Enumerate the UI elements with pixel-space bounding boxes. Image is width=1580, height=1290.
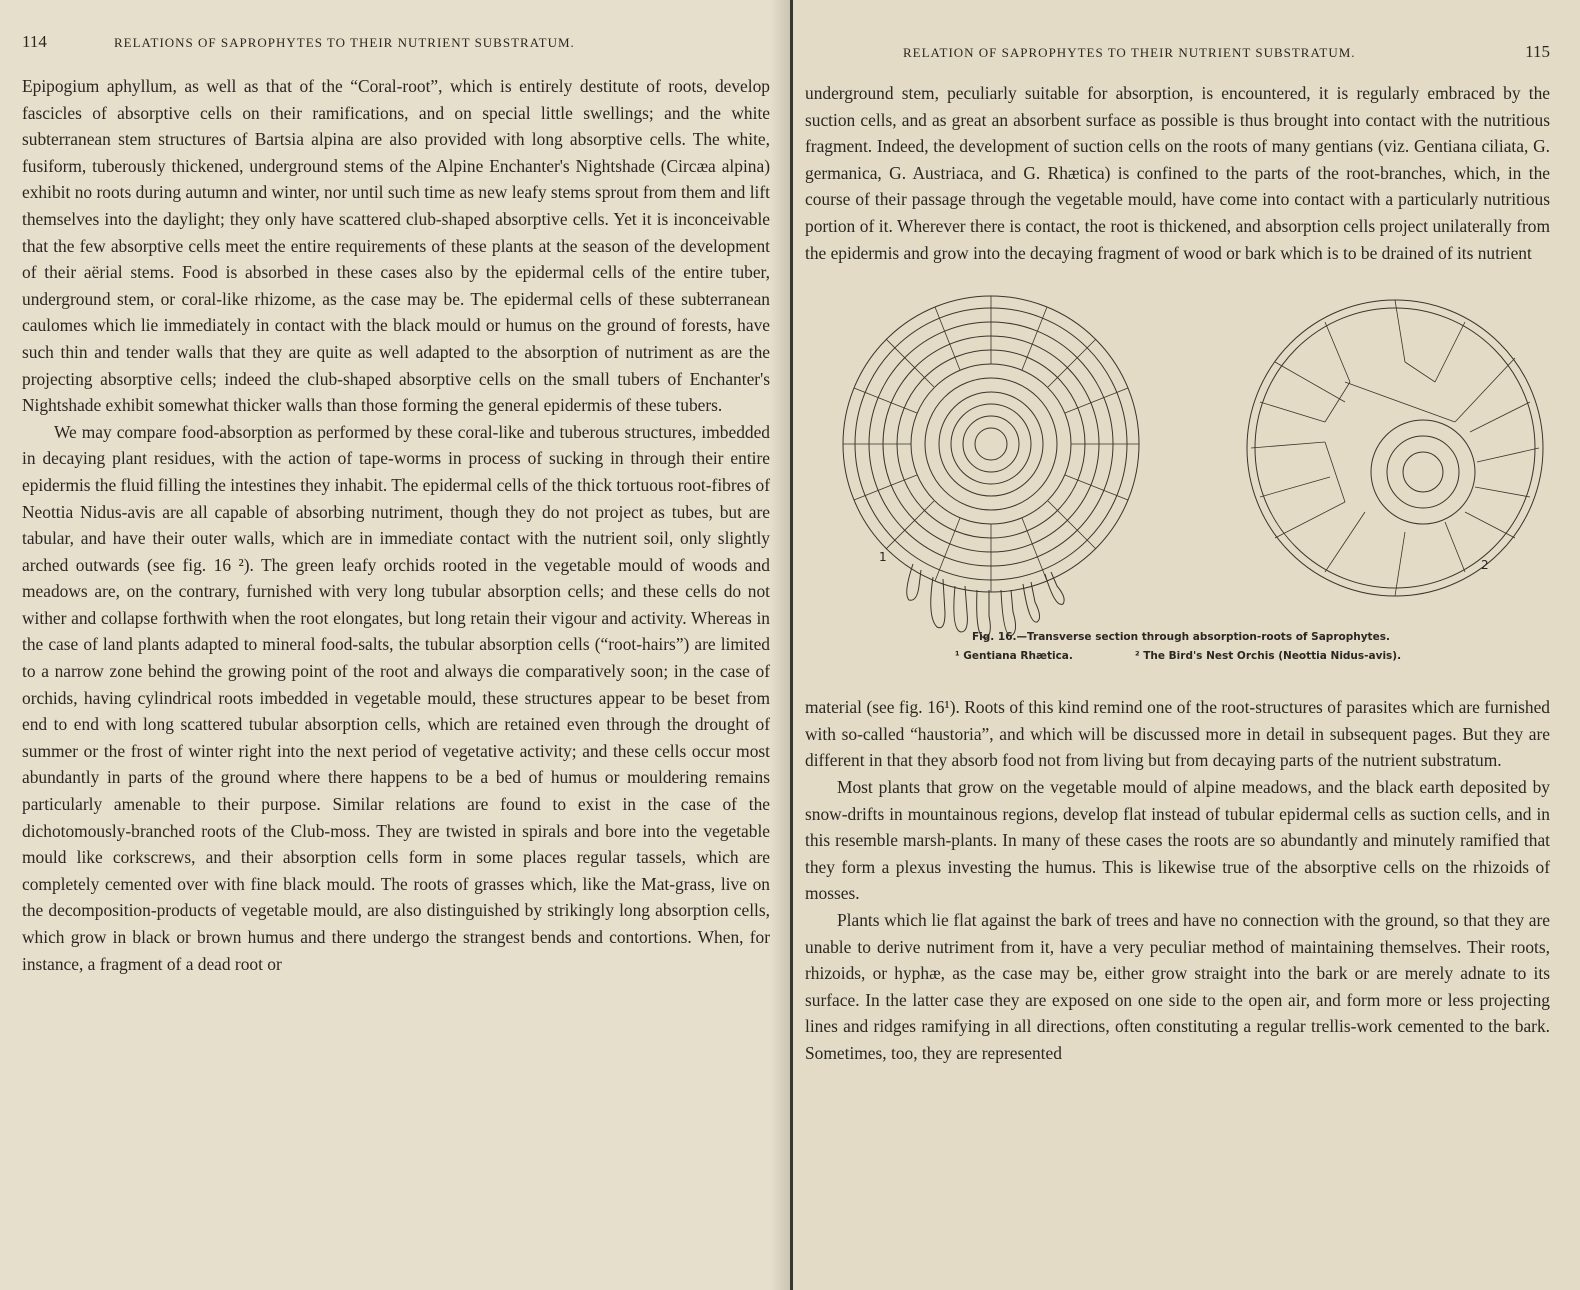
neottia-root-section — [1247, 300, 1543, 596]
left-page-number: 114 — [22, 32, 47, 51]
caption-item-1: ¹ Gentiana Rhætica. — [955, 650, 1073, 663]
caption-item-2: ² The Bird's Nest Orchis (Neottia Nidus-avis). — [1135, 650, 1402, 663]
right-paragraph-3: Plants which lie flat against the bark of trees and have no connection with the ground, so that they are unable to derive nutriment from it, have a very peculiar method of maintaining themselves. Their roots, rhizoids, or hyphæ, as the case may be, either grow straight into the bark or are merely adnate to its surface. In the latter case they are exposed on one side to the open air, and form more or less projecting lines and ridges ramifying in all directions, often constituting a regular trellis-work cemented to the bark. Sometimes, too, they are represented — [805, 909, 1550, 1063]
right-paragraph-2: Most plants that grow on the vegetable mould of alpine meadows, and the black earth deposited by snow-drifts in mountainous regions, develop flat instead of tubular epidermal cells as suction cells, and in this resemble marsh-plants. In many of these cases the roots are so abundantly and minutely ramified that they form a plexus investing the humus. This is likewise true of the absorptive cells on the rhizoids of mosses. — [805, 776, 1550, 904]
left-running-head: RELATIONS OF SAPROPHYTES TO THEIR NUTRIENT SUBSTRATUM. — [114, 35, 575, 50]
figure-label-2: 2 — [1481, 558, 1489, 573]
right-page-body-top — [805, 80, 1550, 266]
gutter-shadow — [770, 0, 790, 1290]
right-page-header — [805, 40, 1550, 70]
figure-illustration — [805, 272, 1565, 692]
figure-16 — [805, 272, 1550, 742]
left-paragraph-1: Epipogium aphyllum, as well as that of the “Coral-root”, which is entirely destitute of roots, develop fascicles of absorptive cells on their ramifications, and on special little swellings; and the white subterranean stem structures of Bartsia alpina are also provided with long absorptive cells. The white, fusiform, tuberously thickened, underground stems of the Alpine Enchanter's Nightshade (Circæa alpina) exhibit no roots during autumn and winter, nor until such time as new leafy stems sprout from them and lift themselves into the daylight; they only have scattered club-shaped absorptive cells. Yet it is inconceivable that the few absorptive cells meet the entire requirements of these plants at the season of the development of their aërial stems. Food is absorbed in these cases also by the epidermal cells of the entire tuber, underground stem, or coral-like rhizome, as the case may be. The epidermal cells of these subterranean caulomes which lie immediately in contact with the black mould or humus on the ground of forests, have such thin and tender walls that they are quite as well adapted to the absorption of nutriment as are the projecting absorptive cells; indeed the club-shaped absorptive cells on the small tubers of Enchanter's Nightshade exhibit somewhat thicker walls than those forming the general epidermis of these tubers. — [22, 76, 770, 416]
gentiana-root-section — [843, 296, 1139, 638]
left-page-body — [22, 73, 770, 977]
right-page-number: 115 — [1525, 42, 1550, 61]
right-running-head: RELATION OF SAPROPHYTES TO THEIR NUTRIENT SUBSTRATUM. — [903, 45, 1356, 60]
left-page-header — [22, 30, 770, 60]
left-paragraph-2: We may compare food-absorption as performed by these coral-like and tuberous structures, imbedded in decaying plant residues, with the action of tape-worms in process of sucking in through their entire epidermis the fluid filling the intestines they inhabit. The epidermal cells of the thick tortuous root-fibres of Neottia Nidus-avis are all capable of absorbing nutriment, though they do not project as tubes, but are tabular, and have their outer walls, which are in immediate contact with the nutrient soil, only slightly arched outwards (see fig. 16 ²). The green leafy orchids rooted in the vegetable mould of woods and meadows are, on the contrary, furnished with very long tubular absorption cells; and these cells do not wither and collapse forthwith when the root elongates, but long retain their vigour and activity. Whereas in the case of land plants adapted to mineral food-salts, the tubular absorption cells (“root-hairs”) are limited to a narrow zone behind the growing point of the root and always die comparatively soon; in the case of orchids, having cylindrical roots imbedded in vegetable mould, these structures appear to be beset from end to end with long scattered tubular absorption cells, which are retained even through the drought of summer or the frost of winter right into the next period of vegetative activity; and these cells occur most abundantly in parts of the ground where there happens to be a bed of humus or mouldering remains particularly amenable to their purpose. Similar relations are found to exist in the case of the dichotomously-branched roots of the Club-moss. They are twisted in spirals and bore into the vegetable mould like corkscrews, and their absorption cells form in some places regular tassels, which are completely cemented over with fine black mould. The roots of grasses which, like the Mat-grass, live on the decomposition-products of vegetable mould, are also distinguished by strikingly long absorption cells, which grow in black or brown humus and there undergo the strangest bends and contortions. When, for instance, a fragment of a dead root or — [22, 421, 770, 974]
right-page-body-bottom — [805, 694, 1550, 1066]
figure-label-1: 1 — [879, 550, 887, 565]
right-paragraph-cont: material (see fig. 16¹). Roots of this kind remind one of the root-structures of parasites which are furnished with so-called “haustoria”, and which will be discussed more in detail in subsequent pages. But they are different in that they absorb food not from living but from decaying parts of the nutrient substratum. — [805, 697, 1550, 771]
right-page — [790, 0, 1580, 1290]
right-paragraph-top: underground stem, peculiarly suitable for absorption, is encountered, it is regularly embraced by the suction cells, and as great an absorbent surface as possible is thus brought into contact with the nutritious fragment. Indeed, the development of suction cells on the roots of many gentians (viz. Gentiana ciliata, G. germanica, G. Austriaca, and G. Rhætica) is confined to the parts of the root-branches, which, in the course of their passage through the vegetable mould, have come into contact with a particularly nutritious portion of it. Wherever there is contact, the root is thickened, and absorption cells project unilaterally from the epidermis and grow into the decaying fragment of wood or bark which is to be drained of its nutrient — [805, 83, 1550, 263]
caption-title: Fig. 16.—Transverse section through absorption-roots of Saprophytes. — [972, 631, 1390, 644]
